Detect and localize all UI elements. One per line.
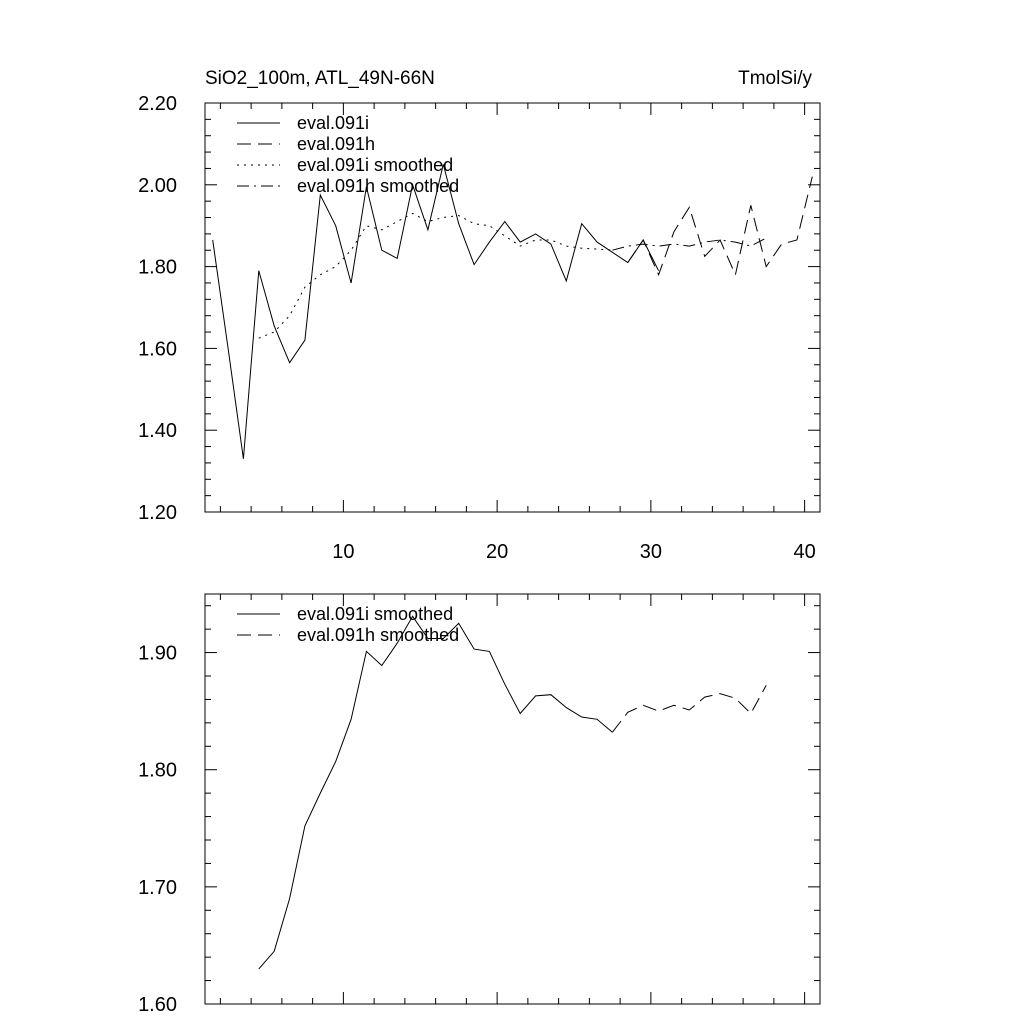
series-line-eval-091i-smoothed	[259, 616, 613, 969]
chart-bottom	[138, 594, 820, 1016]
x-tick-label: 40	[793, 541, 816, 563]
legend-label: eval.091i smoothed	[297, 604, 454, 624]
y-tick-label: 2.20	[138, 93, 177, 115]
chart-title-right: TmolSi/y	[738, 68, 812, 89]
plot-frame	[205, 594, 820, 1004]
y-tick-label: 1.40	[138, 420, 177, 443]
series-line-eval-091i	[213, 164, 659, 458]
legend-label: eval.091i	[297, 113, 370, 133]
legend-label: eval.091h smoothed	[297, 176, 460, 196]
legend-label: eval.091h smoothed	[297, 625, 460, 645]
series-line-eval-091h	[628, 177, 813, 275]
x-tick-label: 30	[639, 541, 662, 563]
y-tick-label: 1.60	[138, 338, 177, 361]
legend	[237, 604, 459, 645]
y-tick-label: 2.00	[138, 174, 177, 197]
chart-top	[138, 68, 820, 563]
series-line-eval-091h-smoothed	[612, 238, 766, 250]
x-tick-label: 20	[486, 541, 509, 563]
legend	[237, 113, 459, 196]
legend-label: eval.091h	[297, 134, 376, 154]
y-tick-label: 1.20	[138, 502, 177, 524]
legend-label: eval.091i smoothed	[297, 155, 454, 175]
y-tick-label: 1.70	[138, 876, 177, 899]
y-tick-label: 1.60	[138, 994, 177, 1016]
y-tick-label: 1.80	[138, 759, 177, 782]
y-tick-label: 1.90	[138, 642, 177, 665]
y-tick-label: 1.80	[138, 256, 177, 279]
x-tick-label: 10	[332, 541, 355, 563]
series-line-eval-091h-smoothed	[612, 685, 766, 732]
chart-title-left: SiO2_100m, ATL_49N-66N	[205, 68, 435, 89]
